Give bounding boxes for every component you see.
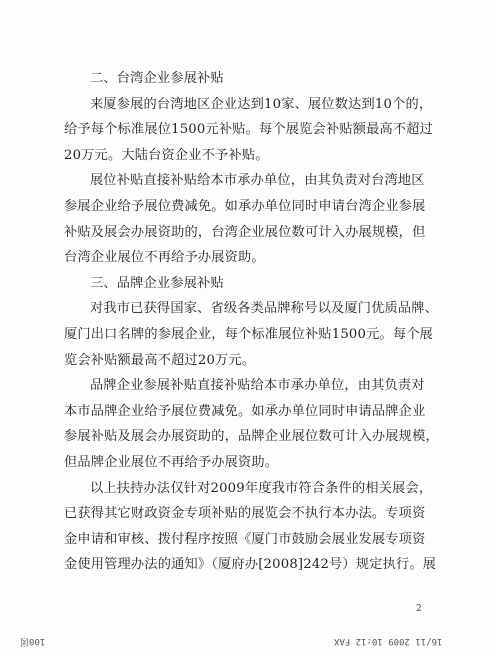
paragraph-line: 补贴及展会办展资助的，台湾企业展位数可计入办展规模，但 xyxy=(64,224,426,240)
paragraph-line: 参展补贴及展会办展资助的，品牌企业展位数可计入办展规模， xyxy=(64,429,439,445)
paragraph-line: 对我市已获得国家、省级各类品牌称号以及厦门优质品牌、 xyxy=(90,301,439,317)
paragraph-line: 台湾企业展位不再给予办展资助。 xyxy=(64,250,265,266)
paragraph-line: 本市品牌企业给予展位费减免。如承办单位同时申请品牌企业 xyxy=(64,403,426,419)
paragraph-line: 金申请和审核、拨付程序按照《厦门市鼓励会展业发展专项资 xyxy=(64,531,426,547)
paragraph-line: 来厦参展的台湾地区企业达到10家、展位数达到10个的， xyxy=(90,96,433,112)
paragraph-line: 品牌企业参展补贴直接补贴给本市承办单位，由其负责对 xyxy=(90,378,425,394)
page-number: 2 xyxy=(416,604,422,614)
paragraph-line: 览会补贴额最高不超过20万元。 xyxy=(64,352,256,368)
paragraph-line: 以上扶持办法仅针对2009年度我市符合条件的相关展会， xyxy=(90,480,433,496)
fax-header-timestamp: 16/11 2009 10:12 FAX xyxy=(334,636,443,646)
section-heading-brand: 三、品牌企业参展补贴 xyxy=(90,275,224,291)
paragraph-line: 参展企业给予展位费减免。如承办单位同时申请台湾企业参展 xyxy=(64,198,426,214)
paragraph-line: 厦门出口名牌的参展企业，每个标准展位补贴1500元。每个展 xyxy=(64,326,434,342)
paragraph-line: 展位补贴直接补贴给本市承办单位，由其负责对台湾地区 xyxy=(90,173,425,189)
paragraph-line: 20万元。大陆台资企业不予补贴。 xyxy=(64,147,269,163)
paragraph-line: 给予每个标准展位1500元补贴。每个展览会补贴额最高不超过 xyxy=(64,122,434,138)
paragraph-line: 已获得其它财政资金专项补贴的展览会不执行本办法。专项资 xyxy=(64,506,426,522)
paragraph-line: 但品牌企业展位不再给予办展资助。 xyxy=(64,454,279,470)
paragraph-line: 金使用管理办法的通知》（厦府办[2008]242号）规定执行。展 xyxy=(64,557,437,573)
document-body xyxy=(64,66,439,578)
section-heading-taiwan: 二、台湾企业参展补贴 xyxy=(90,71,224,86)
fax-page-counter: 100図 xyxy=(20,636,46,646)
